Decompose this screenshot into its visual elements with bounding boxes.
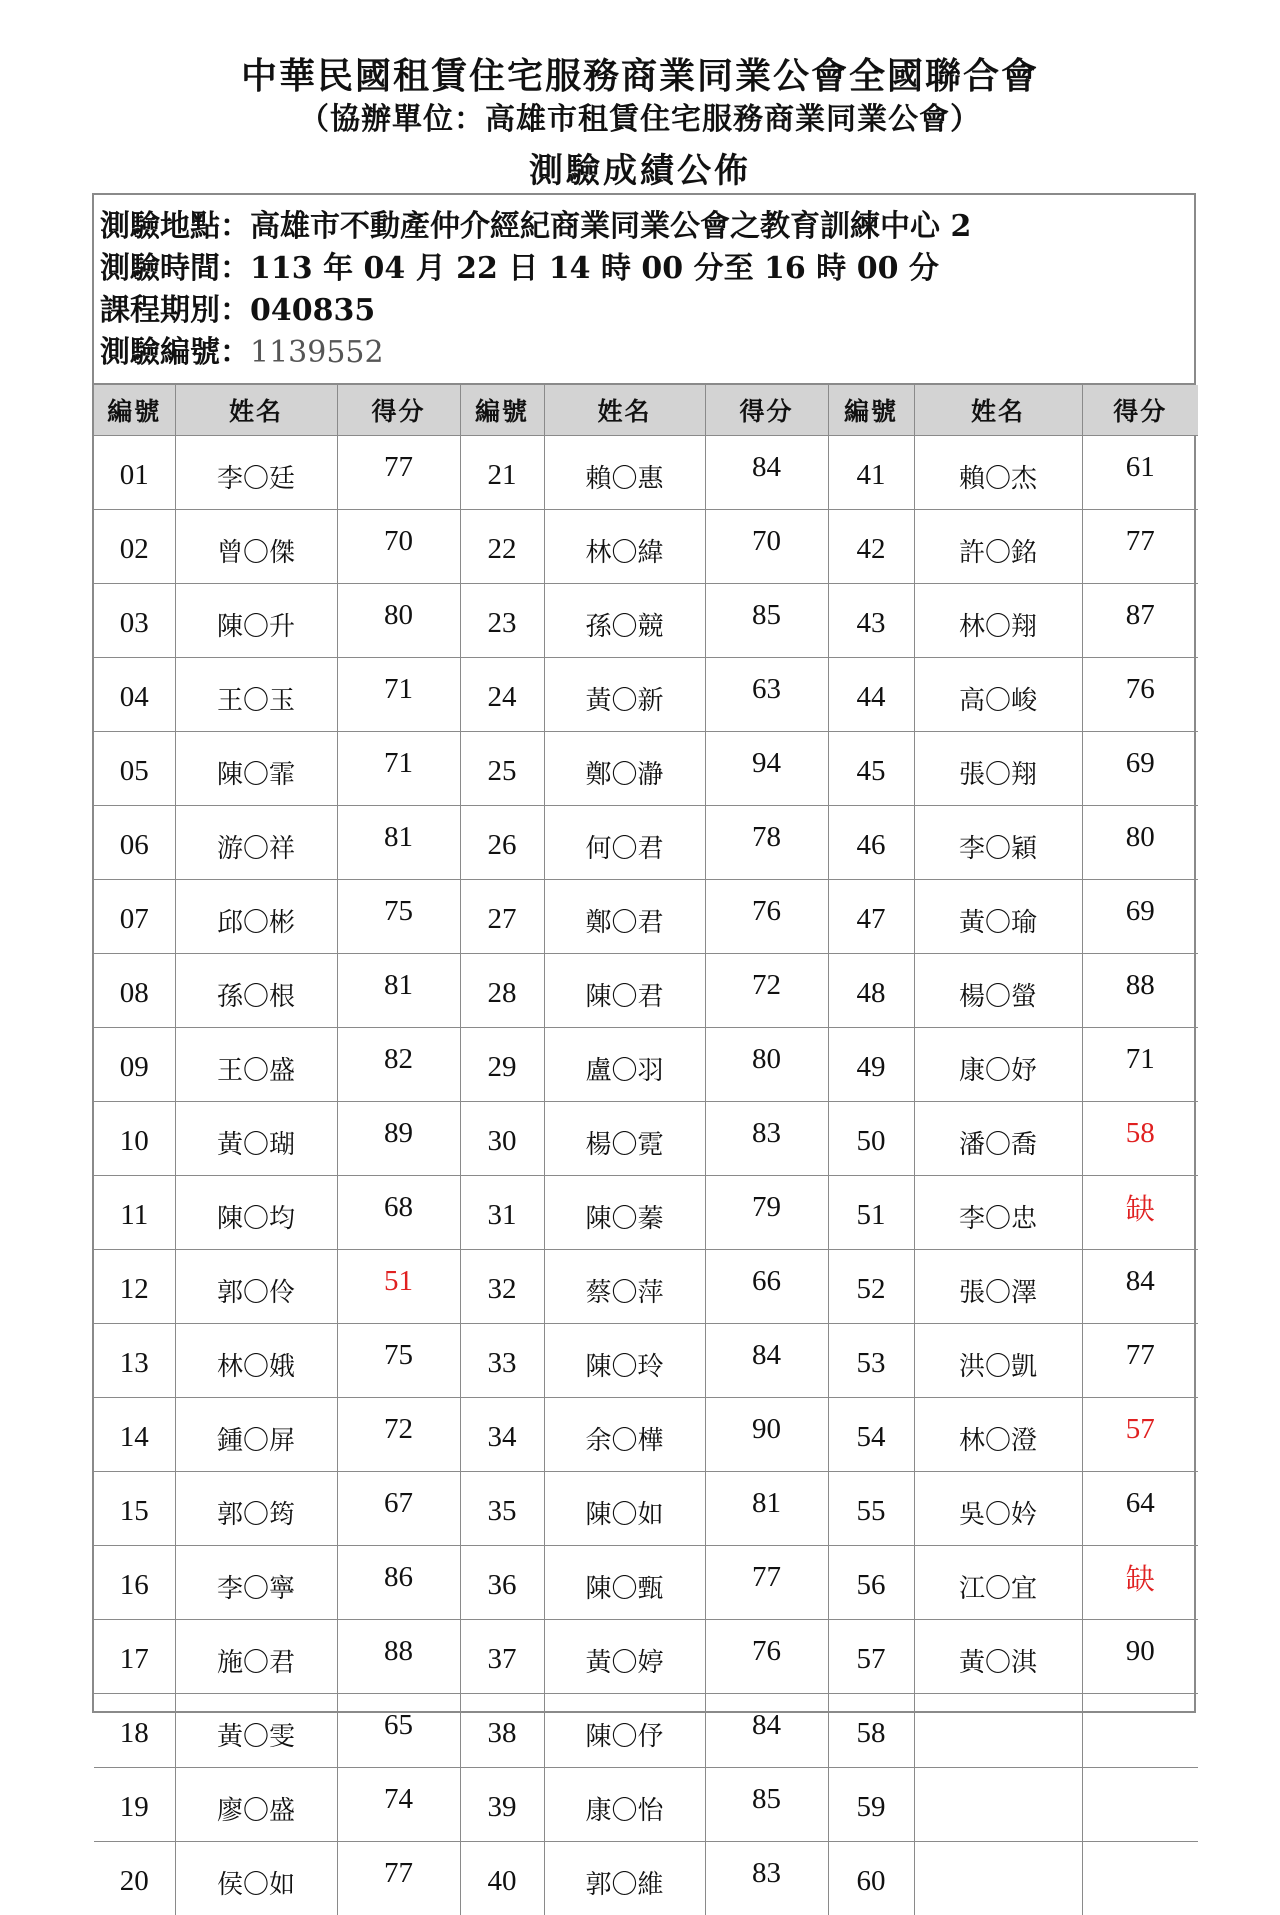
student-number: 06 [94, 806, 175, 880]
student-score: 58 [1082, 1102, 1198, 1176]
student-score: 84 [705, 1694, 828, 1768]
student-name: 江〇宜 [914, 1546, 1082, 1620]
student-score: 63 [705, 658, 828, 732]
student-name: 李〇穎 [914, 806, 1082, 880]
student-score: 81 [337, 954, 460, 1028]
student-score: 84 [705, 1324, 828, 1398]
student-score: 69 [1082, 732, 1198, 806]
student-score: 57 [1082, 1398, 1198, 1472]
student-name: 盧〇羽 [544, 1028, 705, 1102]
student-number: 03 [94, 584, 175, 658]
table-row [94, 1694, 1198, 1768]
student-number: 05 [94, 732, 175, 806]
student-score: 83 [705, 1102, 828, 1176]
exam-value: 1139552 [250, 335, 384, 370]
student-score: 78 [705, 806, 828, 880]
student-score: 88 [337, 1620, 460, 1694]
student-name: 鄭〇君 [544, 880, 705, 954]
student-score: 85 [705, 1768, 828, 1842]
student-number: 20 [94, 1842, 175, 1915]
student-name: 黃〇淇 [914, 1620, 1082, 1694]
student-number: 14 [94, 1398, 175, 1472]
student-number: 21 [460, 436, 544, 510]
student-name: 楊〇螢 [914, 954, 1082, 1028]
column-header: 編號 [460, 385, 544, 436]
student-number: 55 [828, 1472, 914, 1546]
student-name: 陳〇君 [544, 954, 705, 1028]
student-number: 16 [94, 1546, 175, 1620]
results-sheet [92, 193, 1196, 1713]
student-number: 24 [460, 658, 544, 732]
exam-label: 測驗編號： [100, 335, 250, 370]
student-name: 孫〇根 [175, 954, 337, 1028]
student-score: 77 [337, 436, 460, 510]
student-number: 04 [94, 658, 175, 732]
student-number: 23 [460, 584, 544, 658]
student-name: 賴〇惠 [544, 436, 705, 510]
student-name: 郭〇伶 [175, 1250, 337, 1324]
student-score: 79 [705, 1176, 828, 1250]
table-row [94, 584, 1198, 658]
student-number: 19 [94, 1768, 175, 1842]
location-label: 測驗地點： [100, 209, 250, 244]
student-number: 09 [94, 1028, 175, 1102]
student-name: 林〇娥 [175, 1324, 337, 1398]
student-number: 41 [828, 436, 914, 510]
student-name: 許〇銘 [914, 510, 1082, 584]
student-score: 77 [1082, 1324, 1198, 1398]
student-score: 51 [337, 1250, 460, 1324]
student-name: 余〇樺 [544, 1398, 705, 1472]
student-name: 陳〇蓁 [544, 1176, 705, 1250]
student-name: 黃〇瑜 [914, 880, 1082, 954]
document-header [0, 52, 1280, 202]
table-row [94, 1176, 1198, 1250]
student-name: 何〇君 [544, 806, 705, 880]
student-score [1082, 1768, 1198, 1842]
student-name: 李〇廷 [175, 436, 337, 510]
student-score: 94 [705, 732, 828, 806]
column-header: 編號 [94, 385, 175, 436]
table-row [94, 806, 1198, 880]
student-name: 李〇忠 [914, 1176, 1082, 1250]
student-number: 18 [94, 1694, 175, 1768]
column-header: 姓名 [544, 385, 705, 436]
location-row [100, 206, 1194, 248]
student-number: 15 [94, 1472, 175, 1546]
student-name: 曾〇傑 [175, 510, 337, 584]
table-row [94, 1842, 1198, 1915]
student-name: 廖〇盛 [175, 1768, 337, 1842]
student-score: 75 [337, 880, 460, 954]
student-score: 75 [337, 1324, 460, 1398]
student-number: 53 [828, 1324, 914, 1398]
student-score: 80 [705, 1028, 828, 1102]
location-value: 高雄市不動產仲介經紀商業同業公會之教育訓練中心 2 [250, 209, 971, 244]
student-score: 84 [705, 436, 828, 510]
table-row [94, 1768, 1198, 1842]
student-name: 張〇翔 [914, 732, 1082, 806]
student-name: 黃〇婷 [544, 1620, 705, 1694]
student-name: 鄭〇瀞 [544, 732, 705, 806]
student-score: 67 [337, 1472, 460, 1546]
student-score: 缺 [1082, 1546, 1198, 1620]
student-score: 69 [1082, 880, 1198, 954]
student-name: 黃〇瑚 [175, 1102, 337, 1176]
column-header: 得分 [705, 385, 828, 436]
student-number: 32 [460, 1250, 544, 1324]
student-score: 缺 [1082, 1176, 1198, 1250]
student-score: 71 [337, 732, 460, 806]
student-name: 郭〇筠 [175, 1472, 337, 1546]
student-name: 陳〇玲 [544, 1324, 705, 1398]
student-number: 35 [460, 1472, 544, 1546]
student-score: 77 [1082, 510, 1198, 584]
table-row [94, 880, 1198, 954]
table-row [94, 1472, 1198, 1546]
student-name: 黃〇雯 [175, 1694, 337, 1768]
student-score: 76 [705, 1620, 828, 1694]
student-score: 70 [705, 510, 828, 584]
student-number: 50 [828, 1102, 914, 1176]
student-name: 林〇翔 [914, 584, 1082, 658]
student-number: 02 [94, 510, 175, 584]
student-name: 康〇怡 [544, 1768, 705, 1842]
column-header: 得分 [1082, 385, 1198, 436]
student-score: 89 [337, 1102, 460, 1176]
student-name: 孫〇競 [544, 584, 705, 658]
student-number: 12 [94, 1250, 175, 1324]
student-number: 34 [460, 1398, 544, 1472]
student-number: 42 [828, 510, 914, 584]
student-score: 80 [337, 584, 460, 658]
student-score: 72 [337, 1398, 460, 1472]
student-number: 26 [460, 806, 544, 880]
student-score: 74 [337, 1768, 460, 1842]
student-name: 施〇君 [175, 1620, 337, 1694]
student-name: 游〇祥 [175, 806, 337, 880]
student-number: 37 [460, 1620, 544, 1694]
student-score: 80 [1082, 806, 1198, 880]
student-name [914, 1842, 1082, 1915]
scores-body [94, 436, 1198, 1915]
student-score: 65 [337, 1694, 460, 1768]
student-number: 27 [460, 880, 544, 954]
course-label: 課程期別： [100, 293, 250, 328]
student-name: 張〇澤 [914, 1250, 1082, 1324]
student-number: 01 [94, 436, 175, 510]
student-number: 48 [828, 954, 914, 1028]
student-score: 71 [1082, 1028, 1198, 1102]
student-number: 31 [460, 1176, 544, 1250]
table-row [94, 954, 1198, 1028]
column-header: 姓名 [175, 385, 337, 436]
student-number: 60 [828, 1842, 914, 1915]
student-name: 陳〇伃 [544, 1694, 705, 1768]
student-name: 侯〇如 [175, 1842, 337, 1915]
student-name: 高〇峻 [914, 658, 1082, 732]
student-number: 25 [460, 732, 544, 806]
scores-table [94, 385, 1198, 1915]
student-name: 陳〇如 [544, 1472, 705, 1546]
course-row [100, 290, 1194, 332]
student-name: 李〇寧 [175, 1546, 337, 1620]
student-name: 邱〇彬 [175, 880, 337, 954]
time-row [100, 248, 1194, 290]
student-number: 45 [828, 732, 914, 806]
student-score: 90 [1082, 1620, 1198, 1694]
student-number: 57 [828, 1620, 914, 1694]
student-score: 66 [705, 1250, 828, 1324]
student-score: 70 [337, 510, 460, 584]
student-score: 72 [705, 954, 828, 1028]
course-value: 040835 [250, 293, 375, 328]
exam-info [94, 195, 1194, 385]
student-number: 13 [94, 1324, 175, 1398]
student-score: 85 [705, 584, 828, 658]
table-row [94, 436, 1198, 510]
student-score: 90 [705, 1398, 828, 1472]
student-score: 68 [337, 1176, 460, 1250]
table-row [94, 1250, 1198, 1324]
table-row [94, 1620, 1198, 1694]
student-number: 40 [460, 1842, 544, 1915]
student-score: 64 [1082, 1472, 1198, 1546]
student-score: 71 [337, 658, 460, 732]
student-score: 82 [337, 1028, 460, 1102]
table-header-row [94, 385, 1198, 436]
student-number: 58 [828, 1694, 914, 1768]
student-name: 郭〇維 [544, 1842, 705, 1915]
table-row [94, 1324, 1198, 1398]
student-score [1082, 1842, 1198, 1915]
student-number: 49 [828, 1028, 914, 1102]
student-score: 61 [1082, 436, 1198, 510]
student-name: 陳〇升 [175, 584, 337, 658]
document-title: 中華民國租賃住宅服務商業同業公會全國聯合會 [0, 52, 1280, 100]
student-name: 林〇澄 [914, 1398, 1082, 1472]
student-score: 77 [337, 1842, 460, 1915]
student-score: 81 [337, 806, 460, 880]
student-score: 86 [337, 1546, 460, 1620]
student-number: 43 [828, 584, 914, 658]
student-name: 賴〇杰 [914, 436, 1082, 510]
document-subtitle: （協辦單位：高雄市租賃住宅服務商業同業公會） [0, 100, 1280, 140]
column-header: 姓名 [914, 385, 1082, 436]
student-number: 33 [460, 1324, 544, 1398]
student-name: 洪〇凱 [914, 1324, 1082, 1398]
student-number: 52 [828, 1250, 914, 1324]
student-number: 17 [94, 1620, 175, 1694]
time-label: 測驗時間： [100, 251, 250, 286]
time-value: 113 年 04 月 22 日 14 時 00 分至 16 時 00 分 [250, 251, 939, 286]
student-name: 陳〇甄 [544, 1546, 705, 1620]
student-score: 76 [1082, 658, 1198, 732]
student-number: 39 [460, 1768, 544, 1842]
student-name: 王〇盛 [175, 1028, 337, 1102]
table-row [94, 510, 1198, 584]
student-number: 56 [828, 1546, 914, 1620]
student-name: 王〇玉 [175, 658, 337, 732]
document-heading: 測驗成績公佈 [0, 140, 1280, 202]
student-number: 36 [460, 1546, 544, 1620]
student-number: 44 [828, 658, 914, 732]
table-row [94, 658, 1198, 732]
student-name [914, 1768, 1082, 1842]
student-score: 83 [705, 1842, 828, 1915]
student-score: 88 [1082, 954, 1198, 1028]
student-name [914, 1694, 1082, 1768]
student-number: 28 [460, 954, 544, 1028]
student-name: 蔡〇萍 [544, 1250, 705, 1324]
student-number: 54 [828, 1398, 914, 1472]
student-name: 林〇緯 [544, 510, 705, 584]
student-number: 22 [460, 510, 544, 584]
student-number: 59 [828, 1768, 914, 1842]
column-header: 編號 [828, 385, 914, 436]
student-score: 77 [705, 1546, 828, 1620]
student-number: 38 [460, 1694, 544, 1768]
student-name: 陳〇均 [175, 1176, 337, 1250]
student-number: 11 [94, 1176, 175, 1250]
student-name: 潘〇喬 [914, 1102, 1082, 1176]
student-score: 76 [705, 880, 828, 954]
student-number: 30 [460, 1102, 544, 1176]
student-score: 84 [1082, 1250, 1198, 1324]
student-number: 08 [94, 954, 175, 1028]
student-score: 87 [1082, 584, 1198, 658]
student-name: 陳〇霏 [175, 732, 337, 806]
student-name: 黃〇新 [544, 658, 705, 732]
student-number: 29 [460, 1028, 544, 1102]
student-name: 鍾〇屏 [175, 1398, 337, 1472]
student-number: 51 [828, 1176, 914, 1250]
student-number: 10 [94, 1102, 175, 1176]
student-name: 康〇妤 [914, 1028, 1082, 1102]
student-name: 吳〇妗 [914, 1472, 1082, 1546]
table-row [94, 1028, 1198, 1102]
student-score [1082, 1694, 1198, 1768]
table-row [94, 732, 1198, 806]
student-name: 楊〇霓 [544, 1102, 705, 1176]
table-row [94, 1102, 1198, 1176]
student-number: 07 [94, 880, 175, 954]
exam-row [100, 332, 1194, 374]
student-number: 46 [828, 806, 914, 880]
table-row [94, 1546, 1198, 1620]
student-number: 47 [828, 880, 914, 954]
table-row [94, 1398, 1198, 1472]
student-score: 81 [705, 1472, 828, 1546]
column-header: 得分 [337, 385, 460, 436]
